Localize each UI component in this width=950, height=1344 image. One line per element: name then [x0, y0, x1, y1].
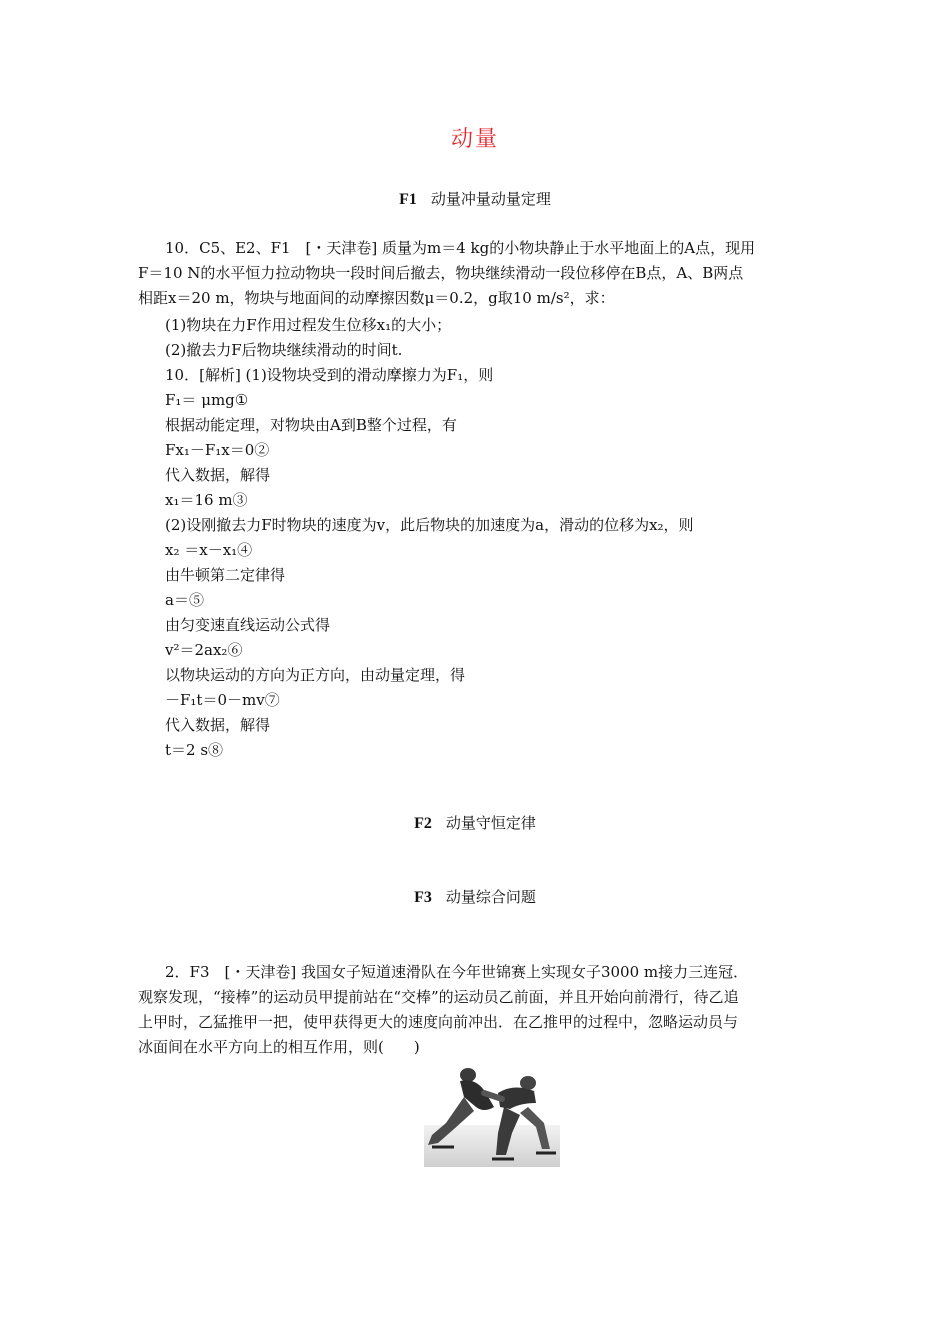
- question-2: [138, 960, 818, 1060]
- question-text-line: 观察发现，“接棒”的运动员甲提前站在“交棒”的运动员乙前面，并且开始向前滑行，待乙追: [138, 988, 739, 1006]
- solution-line: 由牛顿第二定律得: [165, 566, 286, 584]
- question-text-line: 2．F3 [・天津卷] 我国女子短道速滑队在今年世锦赛上实现女子3000 m接力三连冠．: [165, 963, 749, 981]
- question-text-line: 冰面间在水平方向上的相互作用，则( ): [138, 1038, 420, 1056]
- document-title: 动量: [450, 127, 499, 152]
- solution-line: 由匀变速直线运动公式得: [165, 616, 331, 634]
- solution-line: x₁＝16 m③: [165, 491, 248, 509]
- section-heading-f2: [0, 812, 950, 833]
- solution-line: －F₁t＝0－mv⑦: [165, 691, 280, 709]
- solution-line: 10．[解析] (1)设物块受到的滑动摩擦力为F₁，则: [165, 366, 494, 384]
- solution-line: 以物块运动的方向为正方向，由动量定理，得: [165, 666, 466, 684]
- solution-line: 代入数据，解得: [165, 466, 271, 484]
- solution-line: 代入数据，解得: [165, 716, 271, 734]
- solution-line: (2)设刚撤去力F时物块的速度为v，此后物块的加速度为a，滑动的位移为x₂，则: [165, 516, 694, 534]
- solution-line: F₁＝ μmg①: [165, 391, 249, 409]
- section-name: 动量冲量动量定理: [430, 190, 551, 208]
- solution-line: a＝⑤: [165, 591, 204, 609]
- section-name: 动量守恒定律: [445, 814, 536, 832]
- speed-skaters-photo: [424, 1063, 560, 1167]
- question-text-line: F＝10 N的水平恒力拉动物块一段时间后撤去，物块继续滑动一段位移停在B点，A、B两点: [138, 264, 744, 282]
- solution-line: Fx₁－F₁x＝0②: [165, 441, 270, 459]
- section-heading-f3: [0, 886, 950, 907]
- question-sub-2: (2)撤去力F后物块继续滑动的时间t.: [165, 341, 403, 359]
- section-code: F1: [399, 191, 417, 208]
- question-sub-1: (1)物块在力F作用过程发生位移x₁的大小；: [165, 316, 452, 334]
- section-code: F3: [414, 889, 432, 906]
- section-code: F2: [414, 815, 432, 832]
- solution-line: t＝2 s⑧: [165, 741, 224, 759]
- question-text-line: 上甲时，乙猛推甲一把，使甲获得更大的速度向前冲出．在乙推甲的过程中，忽略运动员与: [138, 1013, 739, 1031]
- question-text-line: 10．C5、E2、F1 [・天津卷] 质量为m＝4 kg的小物块静止于水平地面上的A点，现用: [165, 239, 756, 257]
- section-name: 动量综合问题: [445, 888, 536, 906]
- question-text-line: 相距x＝20 m，物块与地面间的动摩擦因数μ＝0.2，g取10 m/s²，求：: [138, 289, 615, 307]
- solution-line: x₂ ＝x－x₁④: [165, 541, 253, 559]
- question-10: [138, 236, 818, 311]
- section-heading-f1: [0, 188, 950, 209]
- solution-line: v²＝2ax₂⑥: [165, 641, 243, 659]
- solution-line: 根据动能定理，对物块由A到B整个过程，有: [165, 416, 457, 434]
